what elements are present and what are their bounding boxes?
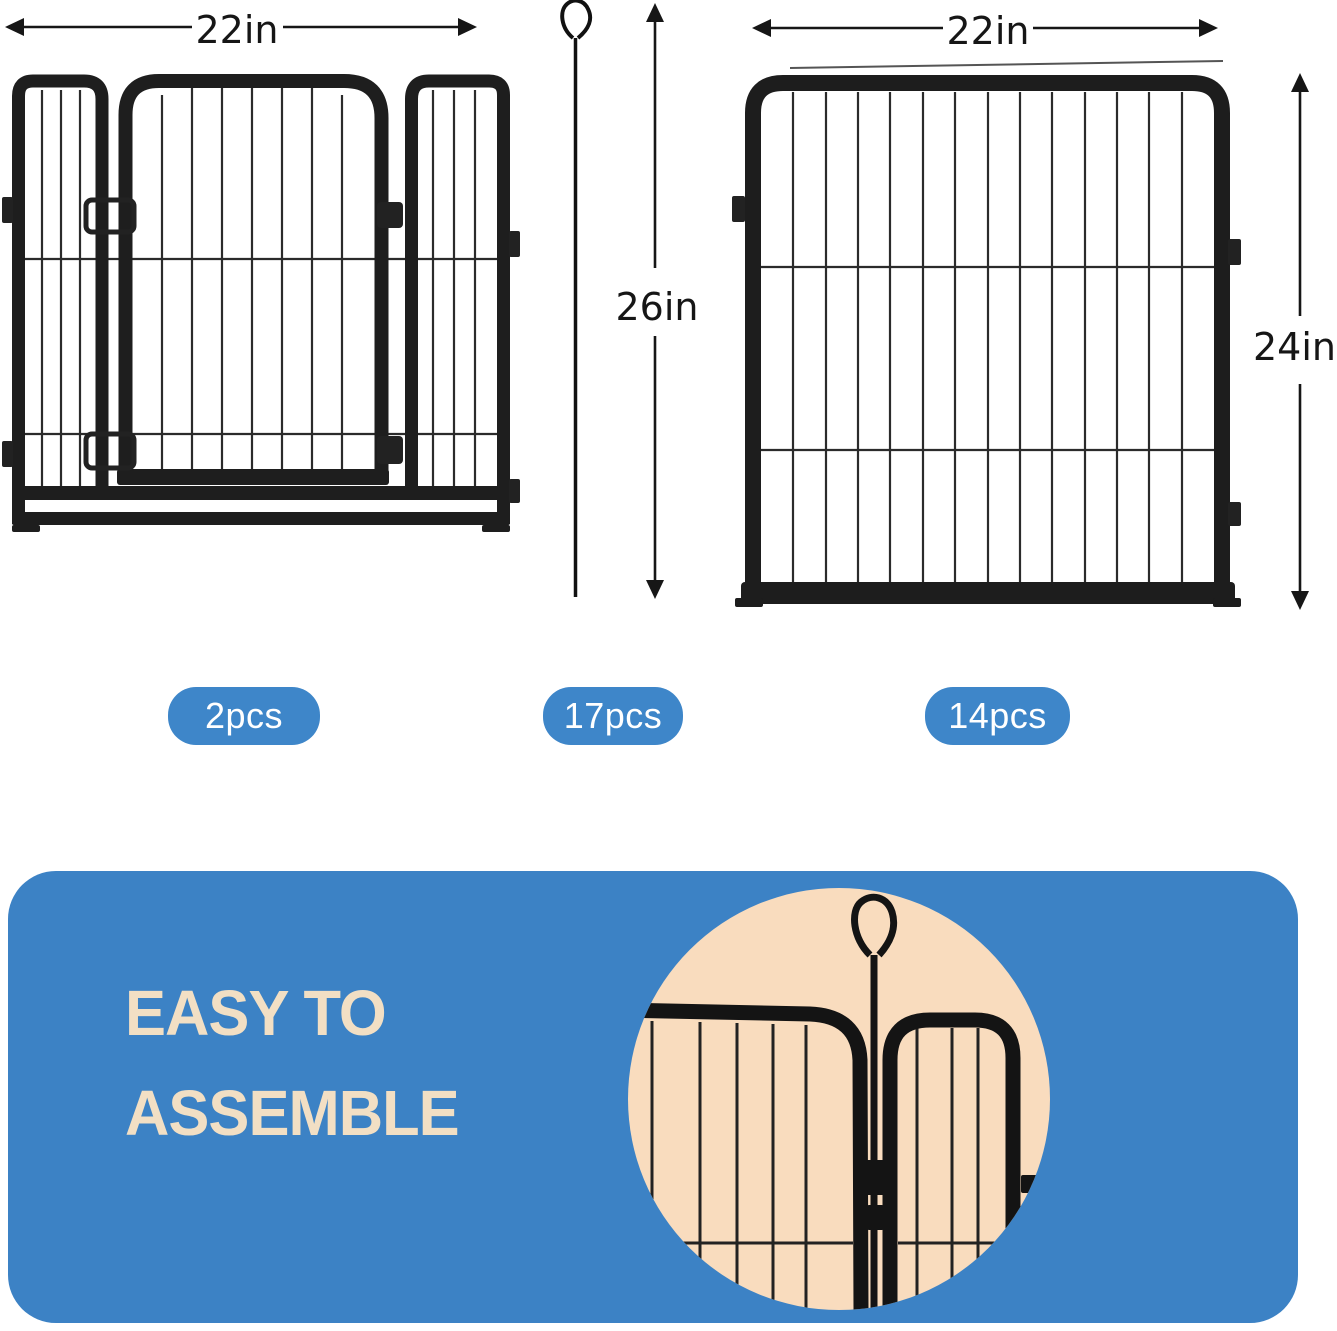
gate-panel-width-label: 22in bbox=[195, 8, 279, 52]
banner-title-line1: EASY TO bbox=[125, 977, 386, 1049]
easy-assemble-banner bbox=[8, 871, 1298, 1323]
rod-height-label: 26in bbox=[615, 285, 699, 329]
fence-panel-height-label: 24in bbox=[1253, 325, 1336, 369]
fence-panel-count-badge: 14pcs bbox=[925, 687, 1070, 745]
connector-tabs bbox=[732, 196, 1241, 526]
banner-title bbox=[125, 963, 459, 1163]
banner-title-line2: ASSEMBLE bbox=[125, 1077, 459, 1149]
rod-count-badge: 17pcs bbox=[543, 687, 683, 745]
gate-panel-count-badge: 2pcs bbox=[168, 687, 320, 745]
gate-panel-illustration bbox=[2, 81, 520, 532]
detail-circle-background bbox=[628, 888, 1050, 1310]
fence-panel-width-label: 22in bbox=[946, 9, 1030, 53]
fence-panel-illustration bbox=[732, 61, 1241, 607]
ground-rod-illustration bbox=[562, 1, 590, 597]
